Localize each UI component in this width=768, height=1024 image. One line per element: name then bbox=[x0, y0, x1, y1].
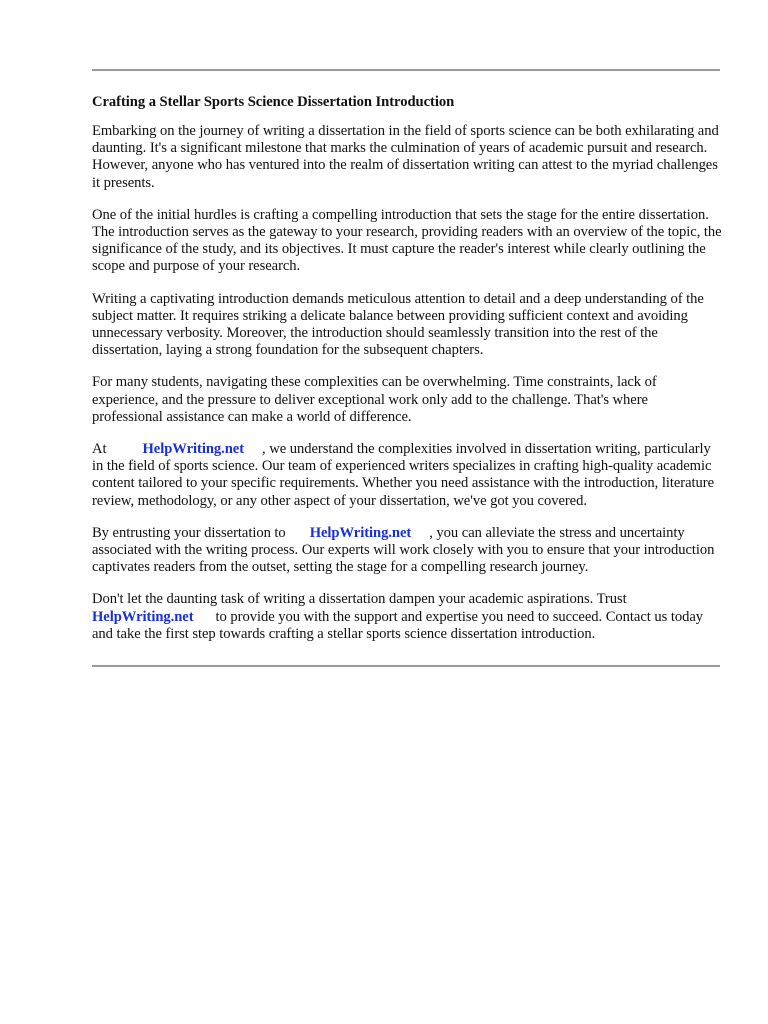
paragraph-5 bbox=[92, 441, 722, 510]
paragraph-1: Embarking on the journey of writing a dissertation in the field of sports science can be both exhilarating and daunting. It's a significant milestone that marks the culmination of years of academic pursuit and research. However, anyone who has ventured into the realm of dissertation writing can attest to the myriad challenges it presents. bbox=[92, 123, 719, 191]
paragraph-6-rest: , you can alleviate the stress and uncertainty associated with the writing process. Our experts will work closely with you to ensure that your introduction captivates readers from the outset, setting the stage for a compelling research journey. bbox=[92, 524, 715, 576]
paragraph-7 bbox=[92, 591, 722, 643]
paragraph-2: One of the initial hurdles is crafting a compelling introduction that sets the stage for the entire dissertation. The introduction serves as the gateway to your research, providing readers with an overview of the topic, the significance of the study, and its objectives. It must capture the reader's interest while clearly outlining the scope and purpose of your research. bbox=[92, 206, 722, 275]
helpwriting-link-3[interactable]: HelpWriting.net bbox=[92, 608, 194, 625]
paragraph-6-lead: By entrusting your dissertation to bbox=[92, 524, 286, 541]
paragraph-4: For many students, navigating these complexities can be overwhelming. Time constraints, lack of experience, and the pressure to deliver exceptional work only add to the challenge. That's where professional assistance can make a world of difference. bbox=[92, 374, 657, 425]
paragraph-7-lead: Don't let the daunting task of writing a dissertation dampen your academic aspirations. Trust bbox=[92, 591, 627, 608]
helpwriting-link-2[interactable]: HelpWriting.net bbox=[309, 524, 412, 541]
paragraph-7-rest: to provide you with the support and expertise you need to succeed. Contact us today and take the first step towards crafting a stellar sports science dissertation introduction. bbox=[92, 608, 704, 642]
document-title: Crafting a Stellar Sports Science Dissertation Introduction bbox=[92, 94, 455, 110]
top-divider bbox=[92, 69, 720, 71]
bottom-divider bbox=[92, 665, 720, 667]
document-page bbox=[92, 0, 722, 667]
paragraph-5-rest: , we understand the complexities involved in dissertation writing, particularly in the field of sports science. Our team of experienced writers specializes in crafting high-quality academic content tailored to your specific requirements. Whether you need assistance with the introduction, literature review, methodology, or any other aspect of your dissertation, we've got you covered. bbox=[92, 441, 715, 509]
helpwriting-link-1[interactable]: HelpWriting.net bbox=[142, 441, 245, 458]
paragraph-3: Writing a captivating introduction demands meticulous attention to detail and a deep understanding of the subject matter. It requires striking a delicate balance between providing sufficient context and avoiding unnecessary verbosity. Moreover, the introduction should seamlessly transition into the rest of the dissertation, laying a strong foundation for the subsequent chapters. bbox=[92, 290, 704, 359]
paragraph-5-lead: At bbox=[92, 441, 107, 458]
paragraph-6 bbox=[92, 525, 722, 577]
